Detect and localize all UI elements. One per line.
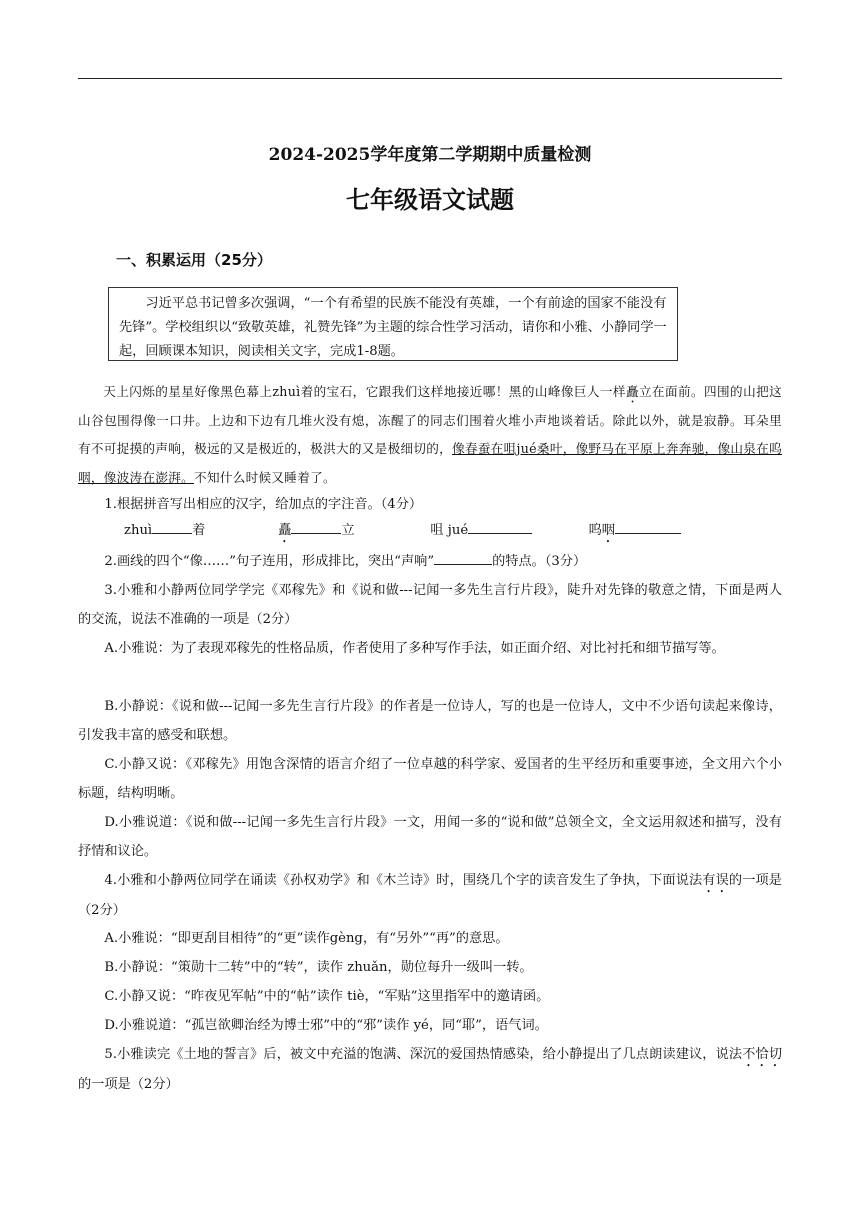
q1-item-c-blank[interactable] (468, 519, 532, 534)
passage-part-3: 不知什么时候又睡着了。 (194, 469, 336, 485)
reading-passage (78, 378, 782, 492)
passage-part-1: 天上闪烁的星星好像黑色幕上zhuì着的宝石，它跟我们这样地接近哪！黑的山峰像巨人一样 (103, 384, 626, 399)
question-5 (78, 1040, 782, 1099)
question-4 (78, 866, 782, 925)
header-rule (78, 78, 782, 79)
subject-title: 七年级语文试题 (346, 186, 514, 214)
question-1 (78, 490, 782, 519)
question-2-blank[interactable] (434, 550, 492, 565)
q4-option-d-text: D.小雅说道：“孤岂欲卿治经为博士邪”中的“邪”读作 yé，同“耶”，语气词。 (104, 1018, 548, 1033)
question-4-option-a (78, 924, 782, 953)
question-2 (78, 547, 782, 576)
question-3-option-d (78, 808, 782, 866)
q3-option-c-text: C.小静又说：《邓稼先》用饱含深情的语言介绍了一位卓越的科学家、爱国者的生平经历和重要事迹，全文用六个小标题，结构明晰。 (78, 757, 782, 801)
question-1-text: 1.根据拼音写出相应的汉字，给加点的字注音。（4分） (104, 497, 423, 512)
question-5-dotted: 不恰切 (742, 1047, 783, 1062)
question-4-option-d (78, 1011, 782, 1040)
question-3-option-b (78, 692, 782, 750)
question-4-dotted: 有误 (702, 873, 729, 888)
question-3-option-c (78, 750, 782, 808)
q3-option-d-text: D.小雅说道：《说和做---记闻一多先生言行片段》一文，用闻一多的“说和做”总领全文，全文运用叙述和描写，没有抒情和议论。 (78, 815, 782, 859)
question-4-post: 的一项是（2分） (78, 873, 782, 918)
passage-dotted-char: 矗 (625, 384, 639, 399)
q4-option-b-text: B.小静说：“策勋十二转”中的“转”，读作 zhuǎn，勋位每升一级叫一转。 (104, 960, 533, 975)
passage-part-2: 立在面前。四围的山把这山谷包围得像一口井。上边和下边有几堆火没有熄，冻醒了的同志们围着火堆小声地谈着话。除此以外，就是寂静。耳朵里有不可捉摸的声响，极远的又是极近的，极洪大的又是极细切的， (78, 384, 782, 456)
question-4-option-b (78, 953, 782, 982)
q4-option-a-text: A.小雅说：“即更刮目相待”的“更”读作gèng，有“另外”“再”的意思。 (104, 931, 509, 946)
question-2-tail: 的特点。（3分） (492, 554, 587, 569)
passage-underlined-sentence: 像春蚕在咀jué桑叶，像野马在平原上奔奔驰，像山泉在呜咽，像波涛在澎湃。 (78, 441, 782, 485)
intro-text: 习近平总书记曾多次强调，“一个有希望的民族不能没有英雄，一个有前途的国家不能没有先锋”。学校组织以“致敬英雄，礼赞先锋”为主题的综合性学习活动，请你和小雅、小静同学一起，回顾课本知识，阅读相关文字，完成1-8题。 (119, 296, 667, 359)
question-5-post: 的一项是（2分） (78, 1077, 179, 1092)
question-1-items (124, 519, 719, 546)
section-heading: 一、积累运用（25分） (116, 251, 272, 269)
question-4-pre: 4.小雅和小静两位同学在诵读《孙权劝学》和《木兰诗》时，围绕几个字的读音发生了争执，下面说法 (104, 873, 703, 888)
question-2-text: 2.画线的四个“像……”句子连用，形成排比，突出“声响” (104, 554, 435, 569)
q1-item-b-char: 矗 (278, 523, 292, 538)
question-5-pre: 5.小雅读完《土地的誓言》后，被文中充溢的饱满、深沉的爱国热情感染，给小静提出了几点朗读建议，说法 (104, 1047, 743, 1062)
q1-item-c-pinyin: 咀 jué (430, 523, 469, 538)
q1-item-d-blank[interactable] (615, 519, 681, 534)
q3-option-a-text: A.小雅说：为了表现邓稼先的性格品质，作者使用了多种写作手法，如正面介绍、对比衬托和细节描写等。 (104, 641, 725, 656)
q1-item-d-pre: 呜 (588, 523, 602, 538)
question-3-text: 3.小雅和小静两位同学学完《邓稼先》和《说和做---记闻一多先生言行片段》，陡升对先锋的敬意之情，下面是两人的交流，说法不准确的一项是（2分） (78, 583, 782, 627)
exam-title: 2024-2025学年度第二学期期中质量检测 (268, 145, 592, 165)
question-4-option-c (78, 982, 782, 1011)
question-3 (78, 576, 782, 634)
q1-item-a-pinyin: zhuì (124, 523, 153, 538)
q3-option-b-text: B.小静说：《说和做---记闻一多先生言行片段》的作者是一位诗人，写的也是一位诗人，文中不少语句读起来像诗，引发我丰富的感受和联想。 (78, 699, 782, 743)
q1-item-a-after: 着 (192, 523, 206, 538)
q1-item-b-blank[interactable] (291, 519, 341, 534)
q4-option-c-text: C.小静又说：“昨夜见军帖”中的“帖”读作 tiè，“军贴”这里指军中的邀请函。 (104, 989, 550, 1004)
intro-box (108, 287, 678, 361)
q1-item-a-blank[interactable] (152, 519, 192, 534)
question-3-option-a (78, 634, 782, 663)
q1-item-b-after: 立 (341, 523, 355, 538)
q1-item-d-dot: 咽 (601, 523, 615, 538)
